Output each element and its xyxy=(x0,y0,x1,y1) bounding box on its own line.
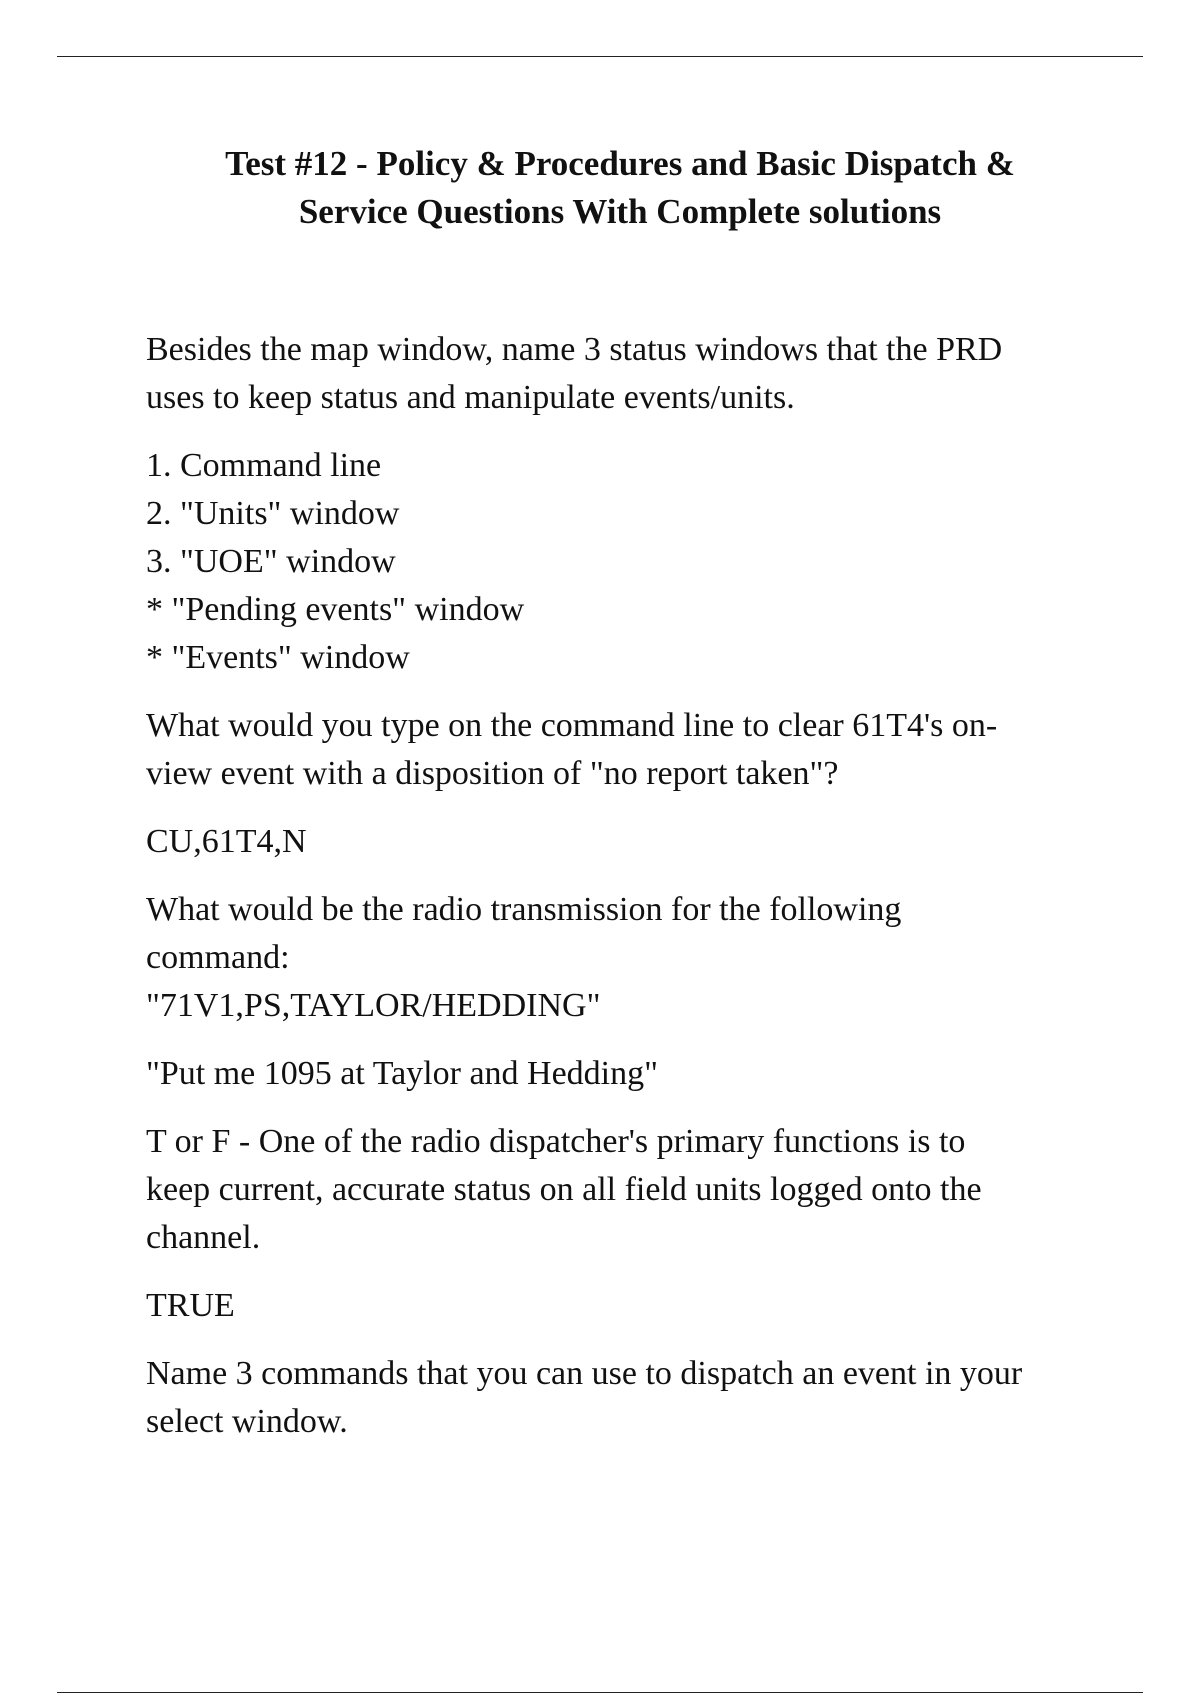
answer-block xyxy=(146,1282,1106,1330)
question-block xyxy=(146,702,1106,798)
question-block xyxy=(146,326,1106,422)
question-line: view event with a disposition of "no report taken"? xyxy=(146,755,839,792)
answer-block xyxy=(146,1050,1106,1098)
question-line: T or F - One of the radio dispatcher's primary functions is to xyxy=(146,1123,966,1160)
question-line: keep current, accurate status on all field units logged onto the xyxy=(146,1171,982,1208)
question-line: uses to keep status and manipulate events/units. xyxy=(146,379,795,416)
answer-line: 1. Command line xyxy=(146,447,382,484)
question-line: "71V1,PS,TAYLOR/HEDDING" xyxy=(146,987,601,1024)
page-title xyxy=(150,140,1090,236)
question-line: command: xyxy=(146,939,290,976)
question-line: What would you type on the command line to clear 61T4's on- xyxy=(146,707,998,744)
question-line: select window. xyxy=(146,1403,348,1440)
answer-block xyxy=(146,442,1106,682)
answer-line: "Put me 1095 at Taylor and Hedding" xyxy=(146,1055,659,1092)
answer-line: * "Events" window xyxy=(146,639,410,676)
answer-line: TRUE xyxy=(146,1287,235,1324)
question-line: What would be the radio transmission for the following xyxy=(146,891,902,928)
question-block xyxy=(146,1350,1106,1446)
qa-content xyxy=(146,326,1106,1466)
title-line-1: Test #12 - Policy & Procedures and Basic Dispatch & xyxy=(225,144,1015,183)
answer-line: * "Pending events" window xyxy=(146,591,525,628)
question-line: Name 3 commands that you can use to dispatch an event in your xyxy=(146,1355,1023,1392)
answer-block xyxy=(146,818,1106,866)
question-block xyxy=(146,1118,1106,1262)
answer-line: 3. "UOE" window xyxy=(146,543,396,580)
question-line: channel. xyxy=(146,1219,261,1256)
top-rule xyxy=(57,56,1143,57)
answer-line: CU,61T4,N xyxy=(146,823,307,860)
question-line: Besides the map window, name 3 status windows that the PRD xyxy=(146,331,1003,368)
bottom-rule xyxy=(57,1692,1143,1693)
answer-line: 2. "Units" window xyxy=(146,495,400,532)
title-line-2: Service Questions With Complete solutions xyxy=(298,192,942,231)
question-block xyxy=(146,886,1106,1030)
